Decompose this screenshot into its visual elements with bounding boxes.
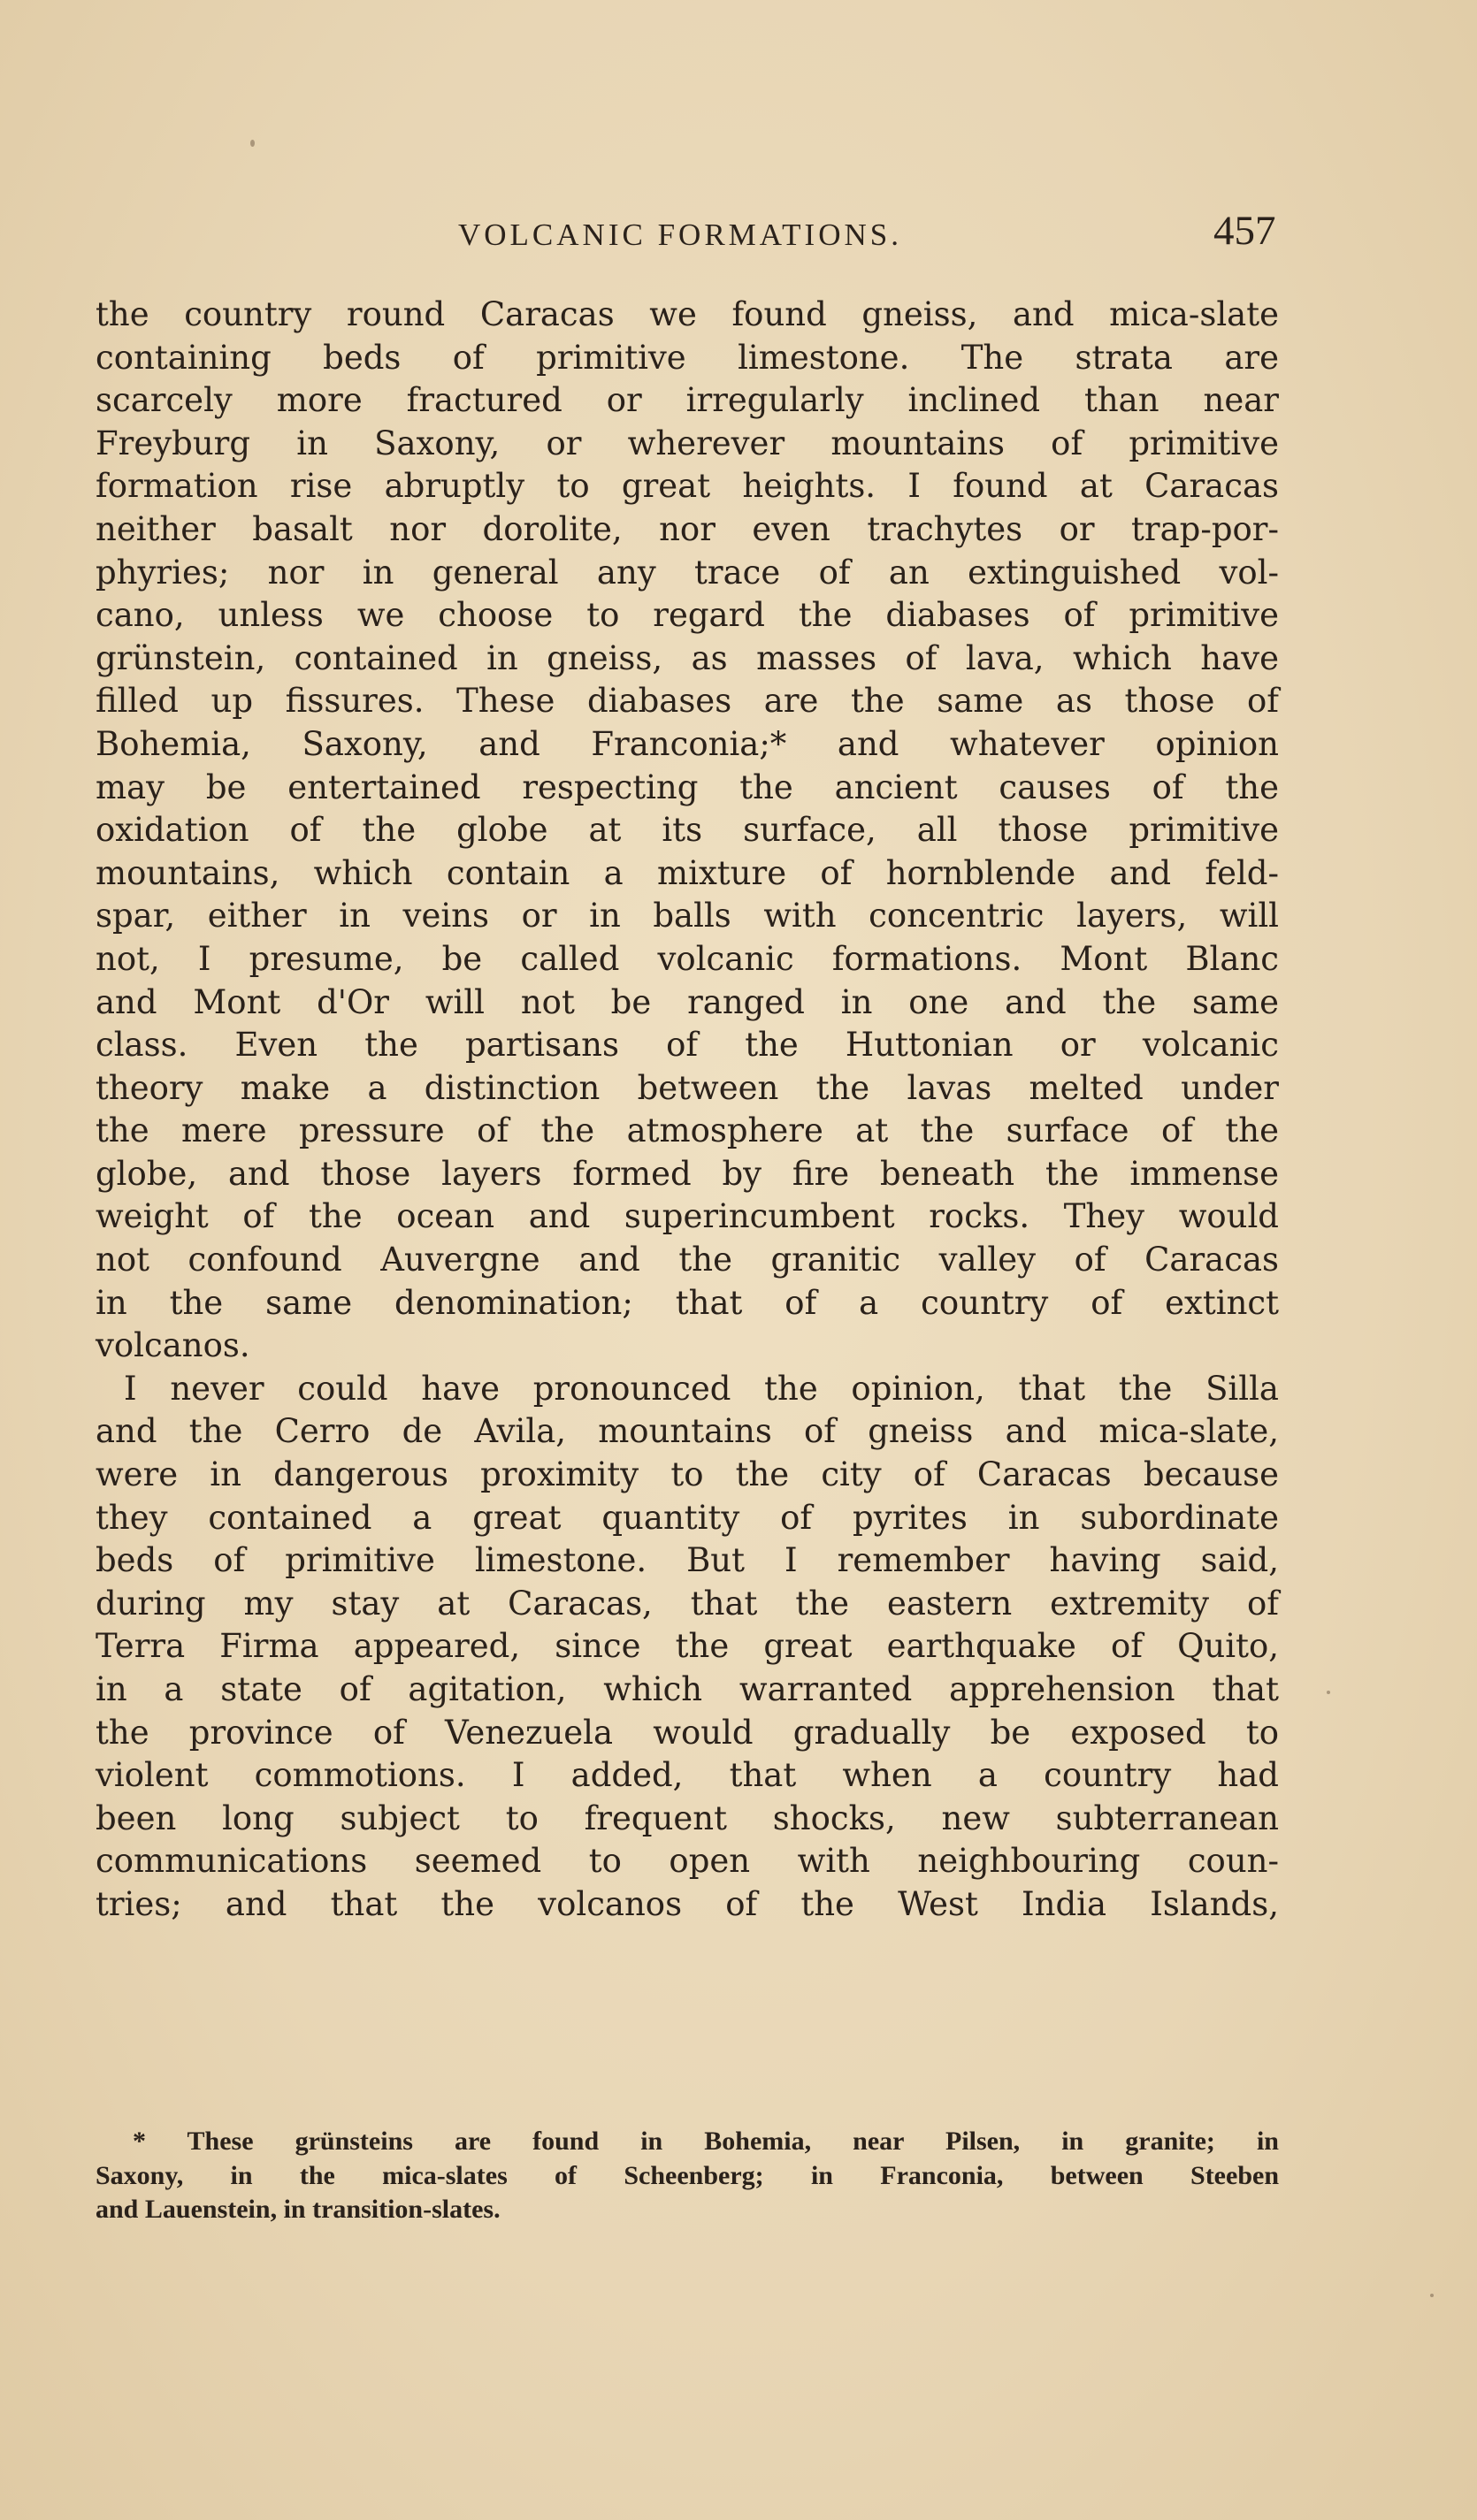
text-line: the country round Caracas we found gneiss, and mica-slate	[96, 295, 1279, 333]
text-line: I never could have pronounced the opinion, that the Silla	[124, 1369, 1279, 1408]
text-line: they contained a great quantity of pyrites in subordinate	[96, 1498, 1279, 1537]
text-line: Freyburg in Saxony, or wherever mountains of primitive	[96, 424, 1279, 462]
text-line: communications seemed to open with neighbouring coun-	[96, 1842, 1279, 1881]
text-line: oxidation of the globe at its surface, all those primitive	[96, 811, 1279, 850]
text-line: weight of the ocean and superincumbent rocks. They would	[96, 1197, 1279, 1236]
paper-speck	[1327, 1691, 1330, 1694]
paper-speck	[250, 140, 255, 147]
text-line: and the Cerro de Avila, mountains of gneiss and mica-slate,	[96, 1412, 1279, 1451]
footnote-line: * These grünsteins are found in Bohemia, near Pilsen, in granite; in	[133, 2127, 1279, 2156]
text-line: during my stay at Caracas, that the eastern extremity of	[96, 1584, 1279, 1623]
text-line: tries; and that the volcanos of the West India Islands,	[96, 1884, 1279, 1923]
text-line: in a state of agitation, which warranted apprehension that	[96, 1670, 1279, 1708]
footnote-line: and Lauenstein, in transition-slates.	[96, 2195, 501, 2225]
text-line: Terra Firma appeared, since the great earthquake of Quito,	[96, 1627, 1279, 1666]
text-line: not, I presume, be called volcanic formations. Mont Blanc	[96, 939, 1279, 978]
text-line: may be entertained respecting the ancient causes of the	[96, 767, 1279, 806]
text-line: spar, either in veins or in balls with concentric layers, will	[96, 897, 1279, 935]
text-line: mountains, which contain a mixture of hornblende and feld-	[96, 853, 1279, 892]
page-header	[0, 205, 1477, 267]
text-line: class. Even the partisans of the Huttonian or volcanic	[96, 1026, 1279, 1065]
text-line: in the same denomination; that of a country of extinct	[96, 1283, 1279, 1322]
text-line: the mere pressure of the atmosphere at the surface of the	[96, 1111, 1279, 1150]
text-line: formation rise abruptly to great heights. I found at Caracas	[96, 467, 1279, 506]
text-line: neither basalt nor dorolite, nor even trachytes or trap-por-	[96, 509, 1279, 548]
text-line: beds of primitive limestone. But I remember having said,	[96, 1541, 1279, 1580]
text-line: cano, unless we choose to regard the diabases of primitive	[96, 596, 1279, 635]
text-line: been long subject to frequent shocks, new subterranean	[96, 1798, 1279, 1837]
running-title: VOLCANIC FORMATIONS.	[458, 218, 902, 252]
text-line: volcanos.	[96, 1326, 250, 1365]
text-line: globe, and those layers formed by fire beneath the immense	[96, 1154, 1279, 1193]
paper-speck	[1430, 2294, 1434, 2297]
footnote-line: Saxony, in the mica-slates of Scheenberg; in Franconia, between Steeben	[96, 2160, 1279, 2190]
text-line: scarcely more fractured or irregularly inclined than near	[96, 381, 1279, 420]
page-number: 457	[1213, 208, 1276, 254]
text-line: were in dangerous proximity to the city of Caracas because	[96, 1455, 1279, 1494]
text-line: phyries; nor in general any trace of an extinguished vol-	[96, 553, 1279, 592]
text-line: violent commotions. I added, that when a country had	[96, 1756, 1279, 1795]
body-text	[96, 294, 1279, 1927]
text-line: grünstein, contained in gneiss, as masses of lava, which have	[96, 638, 1279, 677]
text-line: the province of Venezuela would gradually be exposed to	[96, 1713, 1279, 1752]
text-line: and Mont d'Or will not be ranged in one and the same	[96, 982, 1279, 1021]
footnote	[96, 2125, 1279, 2227]
text-line: filled up fissures. These diabases are the same as those of	[96, 682, 1279, 721]
text-line: theory make a distinction between the lavas melted under	[96, 1068, 1279, 1107]
text-line: containing beds of primitive limestone. The strata are	[96, 338, 1279, 377]
text-line: not confound Auvergne and the granitic valley of Caracas	[96, 1241, 1279, 1279]
text-line: Bohemia, Saxony, and Franconia;* and whatever opinion	[96, 724, 1279, 763]
